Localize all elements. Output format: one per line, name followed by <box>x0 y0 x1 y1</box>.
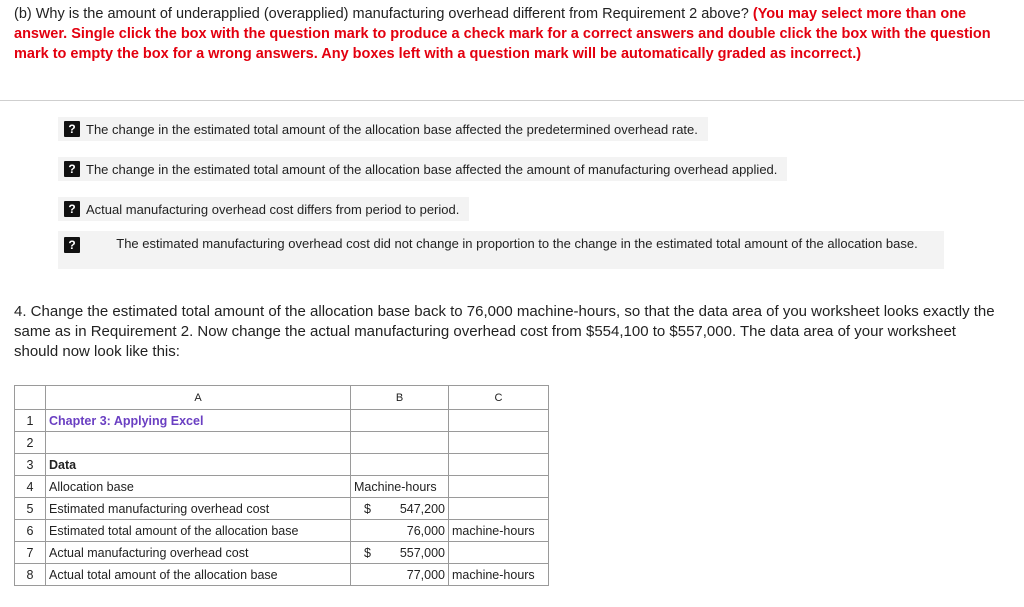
cell-a: Data <box>46 454 351 476</box>
cell-a: Actual manufacturing overhead cost <box>46 542 351 564</box>
cell-b <box>351 454 449 476</box>
answer-option-2[interactable] <box>58 157 787 181</box>
table-row <box>15 542 549 564</box>
cell-b <box>351 498 449 520</box>
question-mark-checkbox[interactable]: ? <box>64 121 80 137</box>
cell-c <box>449 432 549 454</box>
question-instructions: (You may select more than one answer. Single click the box with the question mark to produce a check mark for a correct answers and double click the box with the question mark to empty the box for a wrong answers. Any boxes left with a question mark will be automatically graded as incorrect.) <box>14 6 991 62</box>
dollar-sign: $ <box>364 501 371 516</box>
question-mark-checkbox[interactable]: ? <box>64 201 80 217</box>
answer-option-3[interactable] <box>58 197 469 221</box>
worksheet-table <box>14 385 549 586</box>
cell-b <box>351 432 449 454</box>
cell-c: machine-hours <box>449 520 549 542</box>
answer-option-label: The change in the estimated total amount of the allocation base affected the amount of manufacturing overhead applied. <box>86 161 778 177</box>
row-number: 5 <box>15 498 46 520</box>
answer-option-label: Actual manufacturing overhead cost differs from period to period. <box>86 201 460 217</box>
cell-b <box>351 410 449 432</box>
row-number: 7 <box>15 542 46 564</box>
cell-c <box>449 542 549 564</box>
row-number: 2 <box>15 432 46 454</box>
question-mark-checkbox[interactable]: ? <box>64 161 80 177</box>
cell-c <box>449 410 549 432</box>
cell-a: Estimated manufacturing overhead cost <box>46 498 351 520</box>
question-mark-checkbox[interactable]: ? <box>64 237 80 253</box>
cell-a: Estimated total amount of the allocation base <box>46 520 351 542</box>
cell-c <box>449 498 549 520</box>
divider <box>0 100 1024 101</box>
cell-b: 77,000 <box>351 564 449 586</box>
row-number: 4 <box>15 476 46 498</box>
question-prefix: (b) Why is the amount of underapplied (overapplied) manufacturing overhead different from Requirement 2 above? <box>14 6 749 22</box>
table-row <box>15 410 549 432</box>
table-row <box>15 498 549 520</box>
cell-a: Allocation base <box>46 476 351 498</box>
table-row <box>15 520 549 542</box>
row-number: 3 <box>15 454 46 476</box>
dollar-sign: $ <box>364 545 371 560</box>
answer-option-label: The change in the estimated total amount of the allocation base affected the predetermined overhead rate. <box>86 121 698 137</box>
table-row <box>15 476 549 498</box>
answer-option-4[interactable] <box>58 231 944 269</box>
column-header-b: B <box>351 386 449 410</box>
corner-cell <box>15 386 46 410</box>
cell-value: 557,000 <box>399 545 445 560</box>
cell-a <box>46 432 351 454</box>
row-number: 1 <box>15 410 46 432</box>
table-row <box>15 432 549 454</box>
question-text <box>14 4 1004 64</box>
row-number: 8 <box>15 564 46 586</box>
cell-c: machine-hours <box>449 564 549 586</box>
requirement-4-text: 4. Change the estimated total amount of the allocation base back to 76,000 machine-hours, so that the data area of you worksheet looks exactly the same as in Requirement 2. Now change the actual manufacturing overhead cost from $554,100 to $557,000. The data area of your worksheet should now look like this: <box>14 303 995 360</box>
row-number: 6 <box>15 520 46 542</box>
cell-c <box>449 454 549 476</box>
column-header-row <box>15 386 549 410</box>
cell-value: 547,200 <box>399 501 445 516</box>
cell-a: Chapter 3: Applying Excel <box>46 410 351 432</box>
column-header-a: A <box>46 386 351 410</box>
column-header-c: C <box>449 386 549 410</box>
table-row <box>15 454 549 476</box>
cell-b: 76,000 <box>351 520 449 542</box>
answer-option-1[interactable] <box>58 117 708 141</box>
cell-a: Actual total amount of the allocation base <box>46 564 351 586</box>
answer-option-label: The estimated manufacturing overhead cost did not change in proportion to the change in the estimated total amount of the allocation base. <box>116 236 918 251</box>
table-row <box>15 564 549 586</box>
cell-b <box>351 542 449 564</box>
cell-c <box>449 476 549 498</box>
cell-b: Machine-hours <box>351 476 449 498</box>
